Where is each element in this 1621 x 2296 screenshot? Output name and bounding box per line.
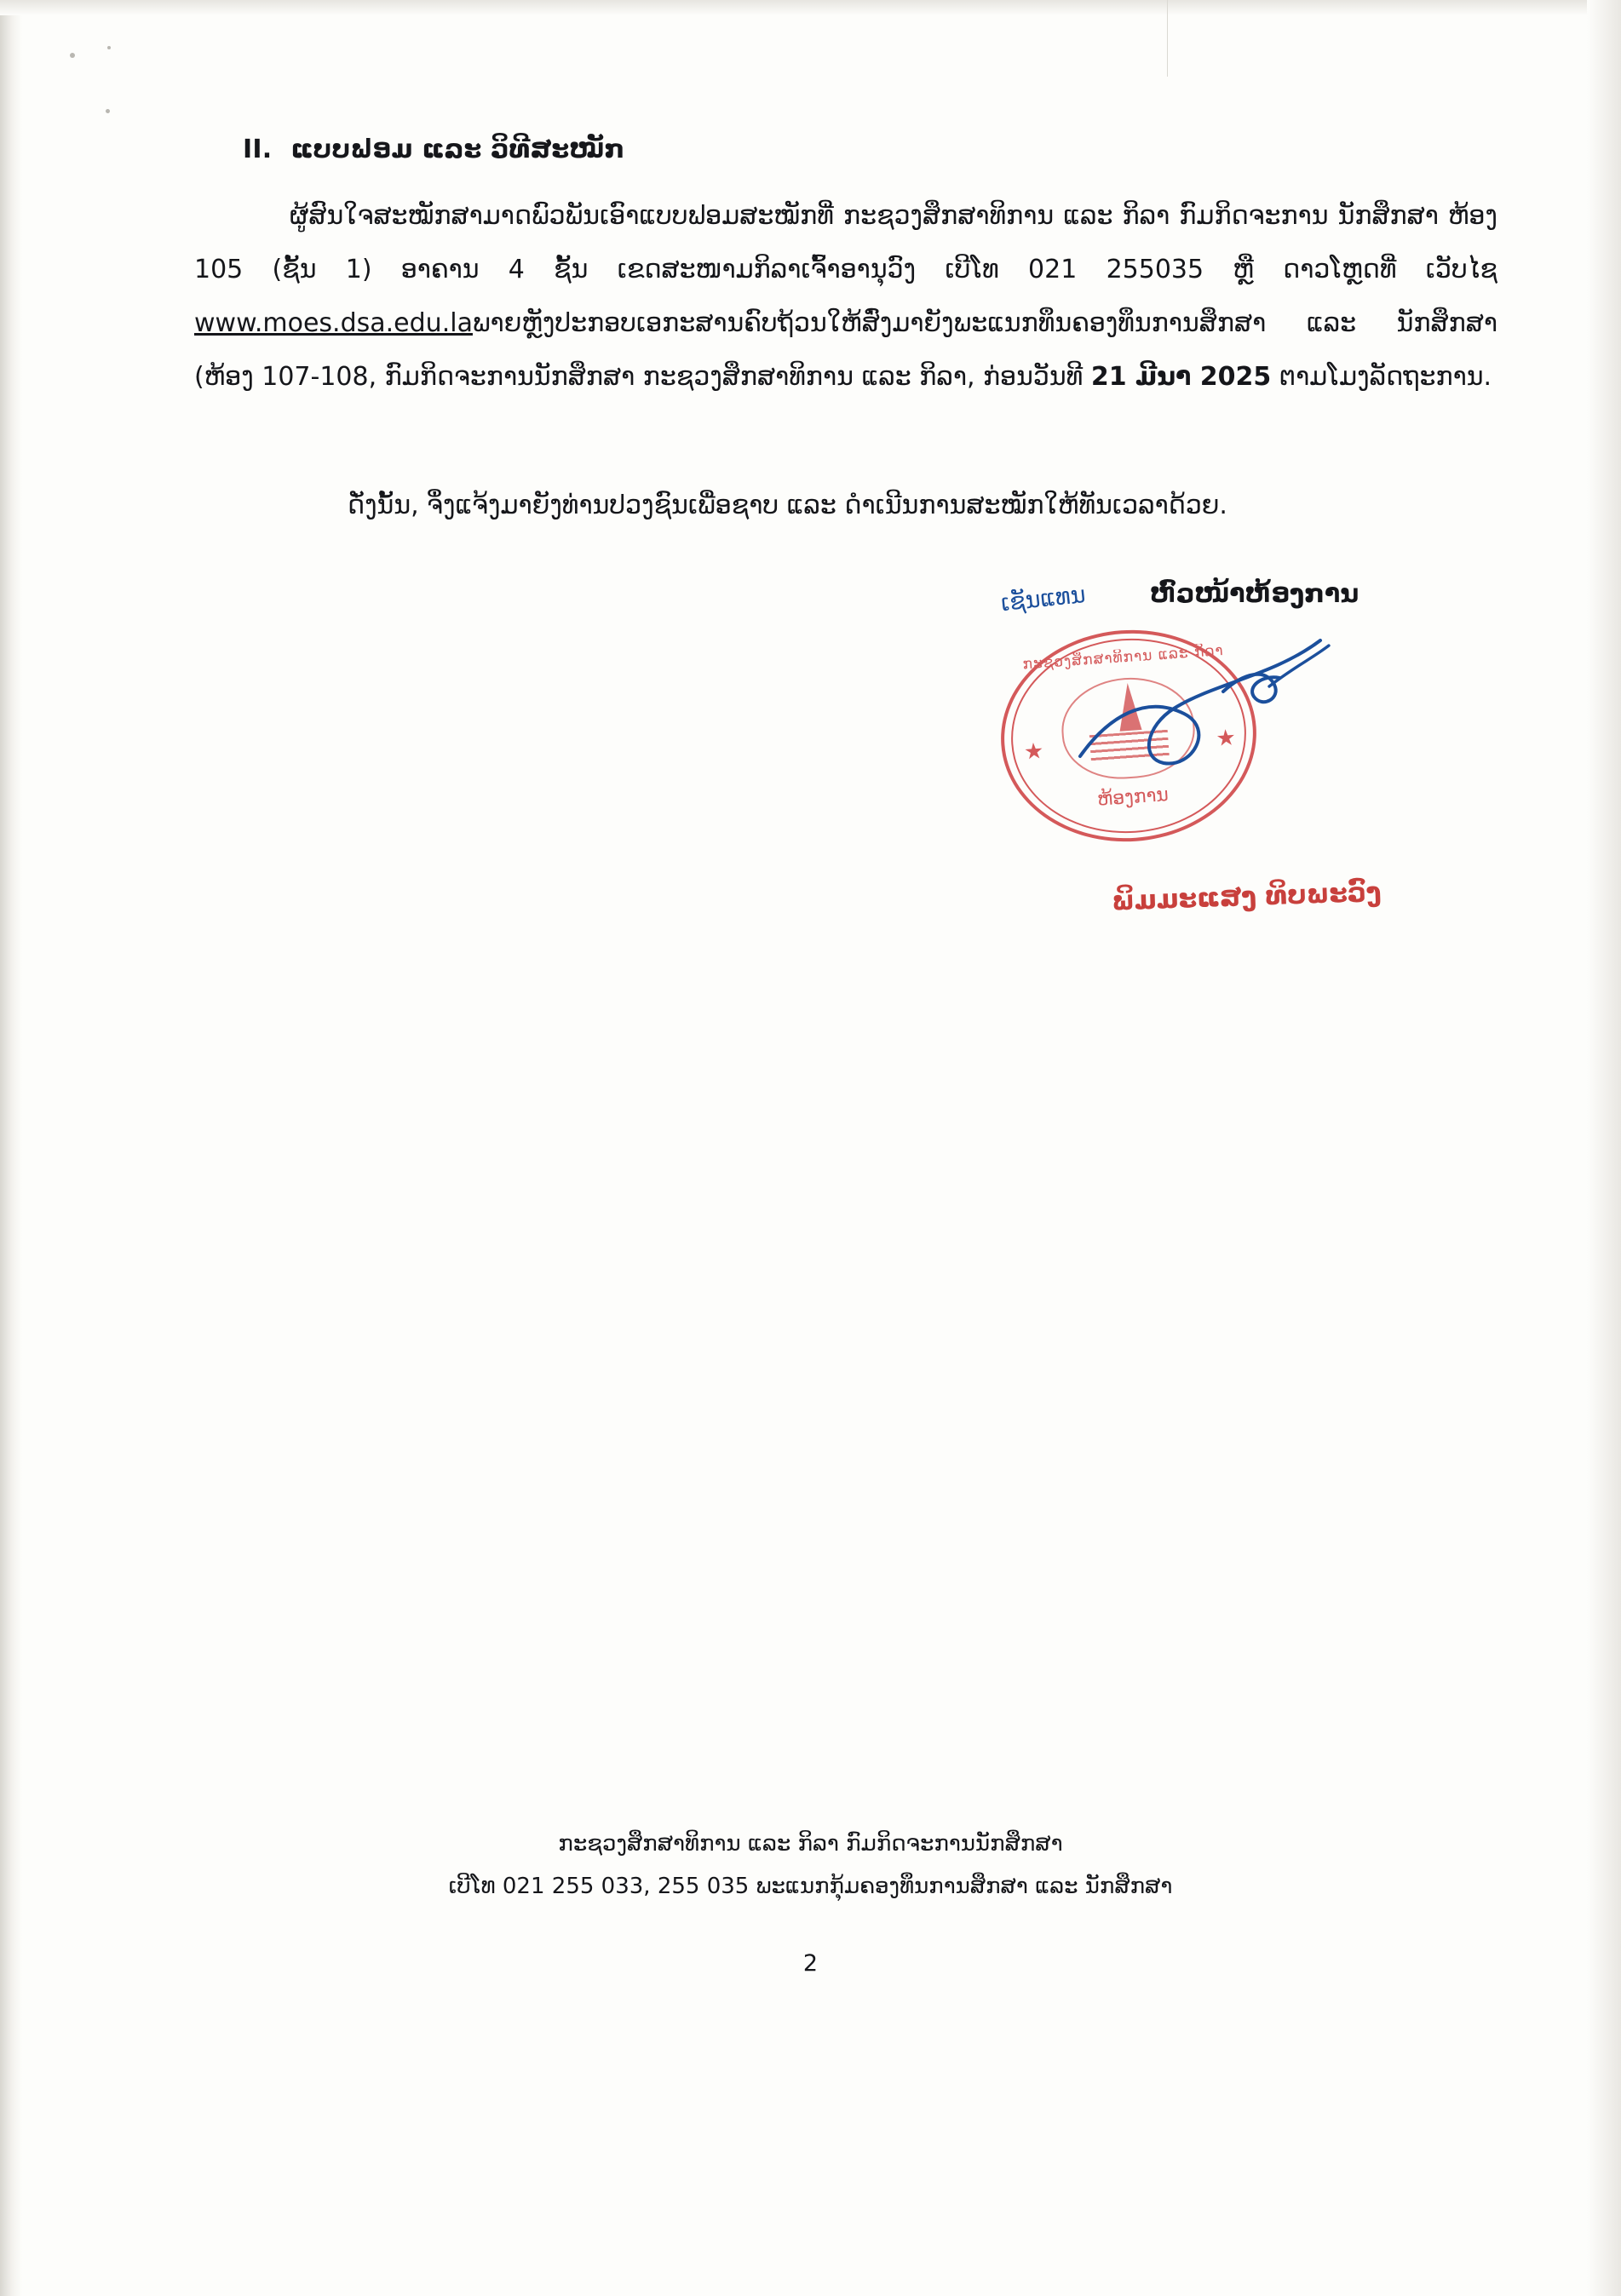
paragraph-text-part2: ພາຍຫຼັງປະກອບເອກະສານຄົບຖ້ວນໃຫ້ສົ່ງມາຍັງພະແນກທຶນຄອງທຶນການສຶກສາ ແລະ ນັກສຶກສາ (ຫ້ອງ 107-108, ກົມກິດຈະການນັກສຶກສາ ກະຊວງສຶກສາທິການ ແລະ ກິລາ, ກ່ອນວັນທີ bbox=[194, 308, 1497, 392]
seal-star-icon-right: ★ bbox=[1215, 725, 1237, 752]
deadline-date: 21 ມີນາ 2025 bbox=[1090, 362, 1272, 392]
signature-title: ຫົວໜ້າຫ້ອງການ bbox=[1150, 579, 1359, 609]
closing-paragraph: ດັ່ງນັ້ນ, ຈຶ່ງແຈ້ງມາຍັງທ່ານປວງຊົນເພື່ອຊາບ ແລະ ດຳເນີນການສະໝັກໃຫ້ທັນເວລາດ້ວຍ. bbox=[348, 491, 1227, 520]
seal-stupa-icon bbox=[1117, 682, 1142, 732]
page-footer bbox=[0, 1822, 1621, 1908]
signature-block bbox=[963, 579, 1508, 954]
footer-line-1: ກະຊວງສຶກສາທິການ ແລະ ກິລາ ກົມກິດຈະການນັກສຶກສາ bbox=[558, 1831, 1063, 1857]
main-paragraph bbox=[194, 189, 1497, 404]
paragraph-text-part1: ຜູ້ສົນໃຈສະໝັກສາມາດພົວພັນເອົາແບບຟອມສະໝັກທີ່ ກະຊວງສຶກສາທິການ ແລະ ກິລາ ກົມກິດຈະການ ນັກສຶກສາ ຫ້ອງ 105 (ຊັ້ນ 1) ອາຄານ 4 ຊັ້ນ ເຂດສະໜາມກິລາເຈົ້າອານຸວົງ ເບີໂທ 021 255035 ຫຼື ດາວໂຫຼດທີ່ ເວັບໄຊ bbox=[194, 201, 1497, 284]
seal-star-icon-left: ★ bbox=[1023, 738, 1045, 766]
section-heading bbox=[243, 135, 624, 164]
moes-website-link[interactable]: www.moes.dsa.edu.la bbox=[194, 308, 473, 338]
official-seal-icon bbox=[994, 622, 1264, 850]
paragraph-text-part3: ຕາມໂມງລັດຖະການ. bbox=[1271, 362, 1492, 392]
seal-top-text: ກະຊວງສຶກສາທິການ ແລະ ກິລາ bbox=[1021, 642, 1225, 674]
section-heading-text: ແບບຟອມ ແລະ ວິທີສະໝັກ bbox=[290, 135, 625, 164]
page-number: 2 bbox=[802, 1950, 819, 1977]
handwritten-signed-on-behalf-note: ເຊັນແທນ bbox=[999, 581, 1087, 617]
signer-name: ພິມມະແສງ ທິບພະວົງ bbox=[1111, 876, 1382, 917]
footer-line-2: ເບີໂທ 021 255 033, 255 035 ພະແນກກຸ້ມຄອງທຶນການສຶກສາ ແລະ ນັກສຶກສາ bbox=[448, 1874, 1173, 1899]
seal-emblem-base bbox=[1089, 730, 1170, 764]
seal-bottom-text: ຫ້ອງການ bbox=[1096, 784, 1170, 811]
section-heading-numeral: II. bbox=[243, 135, 273, 164]
